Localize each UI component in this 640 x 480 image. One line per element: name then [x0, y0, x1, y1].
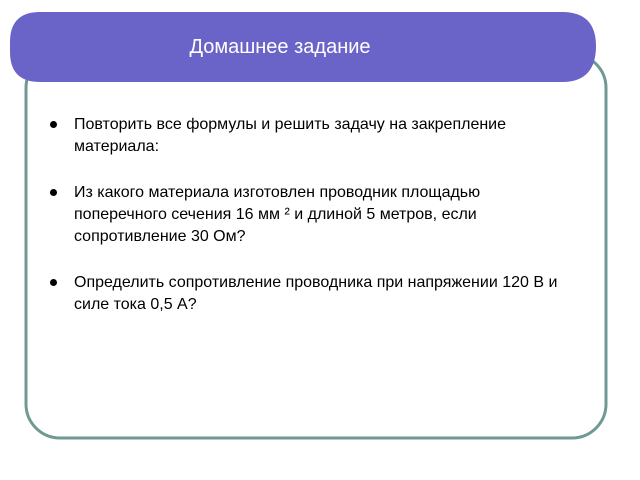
bullet-text: Из какого материала изготовлен проводник площадью поперечного сечения 16 мм ² и длиной 5 метров, если сопротивление 30 Ом? [74, 184, 481, 245]
bullet-icon [50, 189, 57, 196]
bullet-text: Повторить все формулы и решить задачу на закрепление материала: [74, 116, 507, 155]
bullet-icon [50, 121, 57, 128]
bullet-text: Определить сопротивление проводника при напряжении 120 В и силе тока 0,5 А? [74, 274, 558, 313]
bullet-icon [50, 279, 57, 286]
slide-title: Домашнее задание [189, 36, 371, 58]
bullet-item-material-task [48, 182, 568, 248]
bullet-item-resistance-task [48, 272, 568, 316]
bullet-item-formulas [48, 114, 568, 158]
bullet-list [48, 114, 568, 316]
